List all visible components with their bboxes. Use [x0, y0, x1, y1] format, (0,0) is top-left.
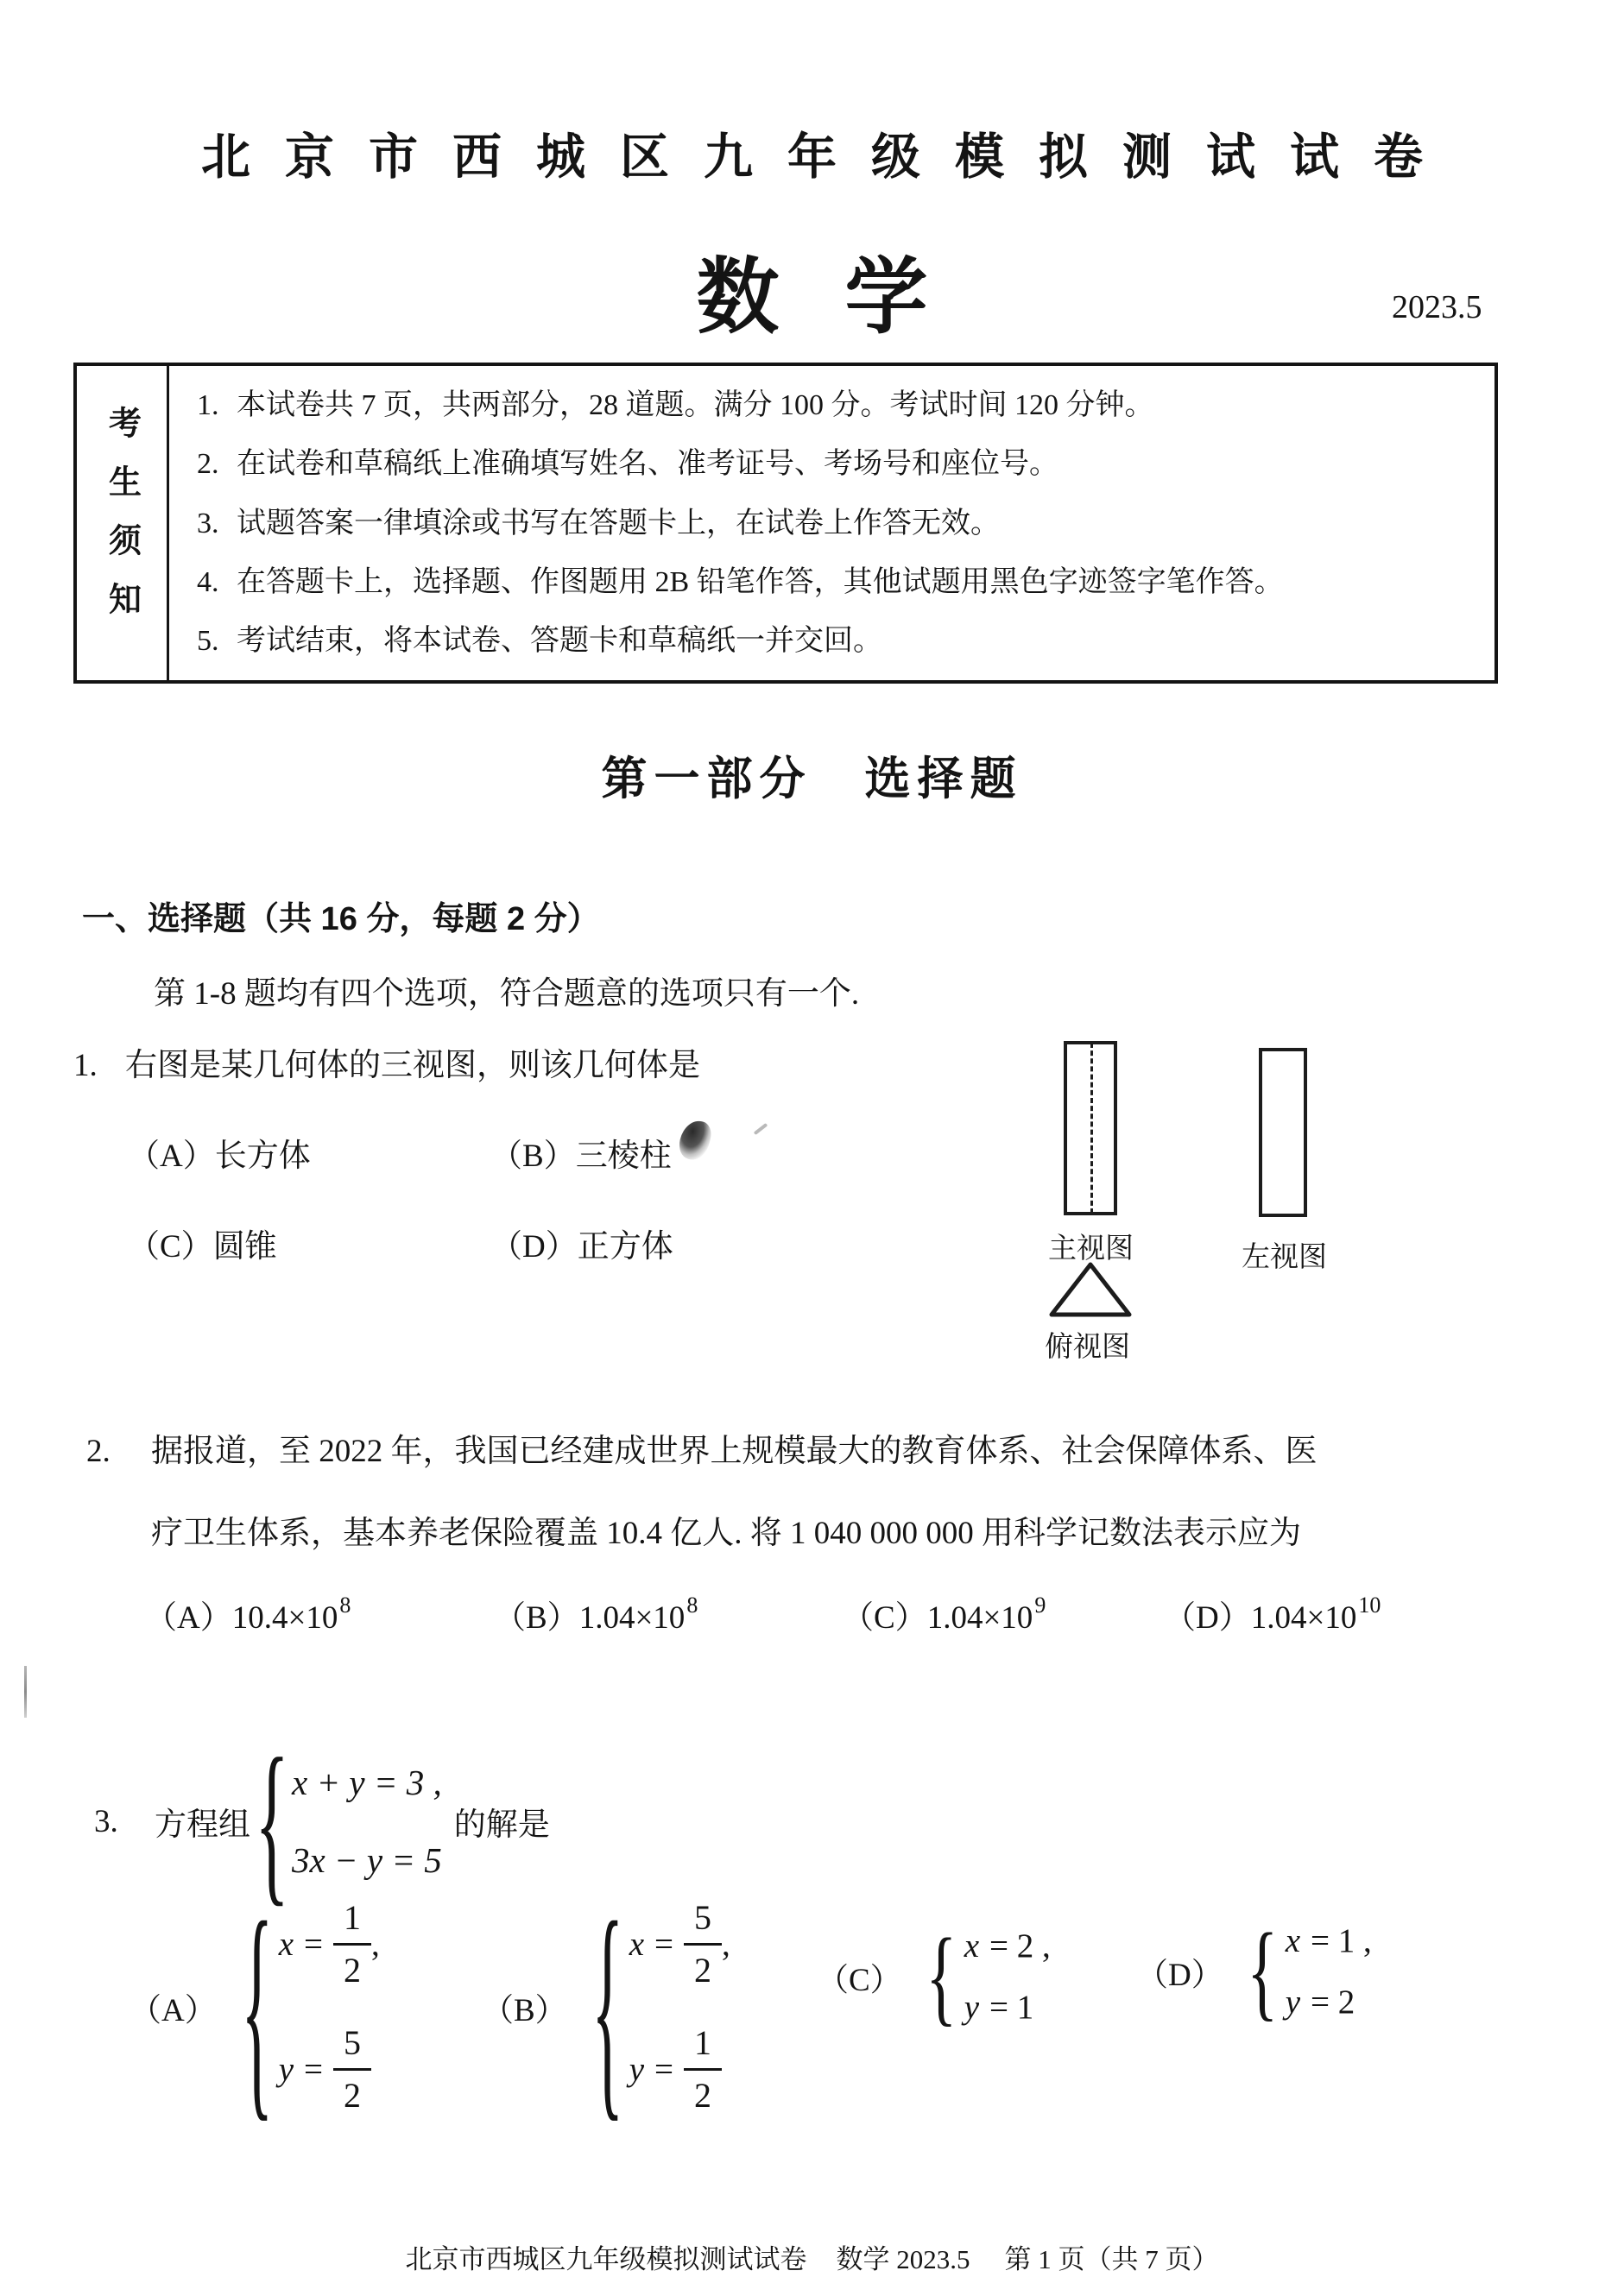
fraction-numerator: 1: [684, 2024, 722, 2071]
q2-option-a-label: （A）: [145, 1600, 232, 1636]
fraction-denominator: 2: [694, 2076, 711, 2115]
notice-item-text: 考试结束，将本试卷、答题卡和草稿纸一并交回。: [237, 625, 882, 658]
q3-option-c-row2: [964, 1988, 1051, 2027]
q1-option-d-text: 正方体: [577, 1229, 673, 1265]
notice-item-number: 2.: [197, 448, 219, 481]
q3-option-a-system: [279, 1899, 380, 2115]
notice-item: [197, 565, 1479, 601]
q1-option-c: [128, 1220, 277, 1266]
q2-option-c: [842, 1591, 1046, 1637]
q2-option-a-exponent: 8: [339, 1593, 351, 1618]
variable: x: [1285, 1921, 1301, 1959]
q1-option-b: [490, 1129, 672, 1176]
q3-option-c-label: （C）: [817, 1962, 902, 1998]
fraction: [684, 1899, 722, 1990]
page-title: 北京市西城区九年级模拟测试试卷: [201, 129, 1457, 185]
q2-option-b: [494, 1591, 698, 1637]
notice-side-column: [77, 366, 169, 680]
front-view-rectangle: [1064, 1041, 1117, 1215]
q2-number: 2.: [86, 1434, 111, 1469]
q2-option-b-label: （B）: [494, 1600, 579, 1636]
fraction-denominator: 2: [344, 1951, 362, 1990]
notice-item-text: 试题答案一律填涂或书写在答题卡上，在试卷上作答无效。: [237, 507, 1000, 539]
variable: x: [629, 1926, 644, 1963]
fraction-denominator: 2: [344, 2076, 362, 2115]
notice-item: [197, 388, 1479, 424]
system-brace: {: [255, 1721, 289, 1921]
section-note: 第 1-8 题均有四个选项，符合题意的选项只有一个.: [154, 976, 860, 1012]
q3-option-d-system: [1286, 1921, 1372, 2022]
comma: ,: [371, 1926, 380, 1963]
q1-option-c-label: （C）: [128, 1229, 213, 1265]
front-view-dashed-edge: [1090, 1043, 1093, 1214]
equals: =: [304, 2051, 324, 2088]
q2-option-c-exponent: 9: [1034, 1593, 1046, 1618]
notice-item-number: 5.: [197, 625, 219, 658]
equals: =: [654, 2051, 673, 2088]
q3-number: 3.: [94, 1803, 118, 1839]
q1-option-d: [490, 1220, 673, 1266]
q3-equation-2: 3x − y = 5: [292, 1840, 442, 1880]
fraction-denominator: 2: [694, 1951, 711, 1990]
subject-title: 数学: [696, 251, 994, 344]
q3-option-d-label: （D）: [1136, 1957, 1223, 1993]
q2-option-a-value: 10.4×10: [231, 1600, 338, 1636]
value: = 2: [1311, 1983, 1355, 2021]
q2-option-b-value: 1.04×10: [578, 1600, 686, 1636]
q1-number: 1.: [73, 1048, 98, 1083]
candidate-notice-box: [73, 363, 1498, 684]
q2-option-d-value: 1.04×10: [1250, 1600, 1357, 1636]
q2-option-d: [1164, 1591, 1381, 1637]
notice-side-label: 考生须知: [103, 406, 140, 640]
equals: =: [304, 1926, 324, 1963]
variable: x: [964, 1927, 979, 1965]
q3-option-c: [817, 1915, 1051, 2036]
q3-option-a-label: （A）: [130, 1993, 217, 2028]
top-view-triangle: [1046, 1260, 1134, 1319]
side-view-label: 左视图: [1242, 1242, 1327, 1273]
q3-option-c-system: [964, 1927, 1051, 2027]
fraction-numerator: 5: [684, 1899, 722, 1946]
ink-smudge-artifact: [676, 1118, 714, 1164]
q3-option-d-row2: [1286, 1983, 1372, 2022]
q3-option-b-label: （B）: [482, 1993, 567, 2028]
notice-item-text: 在答题卡上，选择题、作图题用 2B 铅笔作答，其他试题用黑色字迹签字笔作答。: [237, 565, 1284, 598]
notice-item-number: 3.: [197, 507, 219, 539]
notice-item-list: [169, 366, 1494, 680]
scan-scratch-artifact: [24, 1666, 27, 1718]
q1-option-a-text: 长方体: [214, 1139, 311, 1174]
q2-option-c-value: 1.04×10: [926, 1600, 1033, 1636]
variable: y: [629, 2051, 644, 2088]
top-view-label: 俯视图: [1045, 1332, 1130, 1363]
q1-option-a-label: （A）: [128, 1139, 215, 1174]
notice-item-text: 在试卷和草稿纸上准确填写姓名、准考证号、考场号和座位号。: [237, 448, 1058, 481]
variable: x: [278, 1926, 294, 1963]
notice-item: [197, 447, 1479, 483]
q3-option-c-row1: [964, 1927, 1051, 1965]
q1-option-c-text: 圆锥: [212, 1229, 277, 1265]
ink-tick-artifact: [754, 1123, 768, 1135]
q3-option-a-row2: [279, 2024, 380, 2115]
fraction: [333, 1899, 371, 1990]
q3-option-b-row2: [629, 2024, 730, 2115]
notice-item-number: 4.: [197, 565, 219, 598]
q3-option-c-brace: {: [925, 1915, 957, 2036]
q1-option-b-text: 三棱柱: [575, 1139, 672, 1174]
q1-stem: [73, 1038, 700, 1085]
q2-stem-line2: [151, 1506, 1301, 1553]
comma: ,: [722, 1926, 730, 1963]
q3-option-b: [482, 1868, 730, 2146]
notice-item: [197, 507, 1479, 542]
q1-option-d-label: （D）: [490, 1229, 578, 1265]
variable: y: [1285, 1983, 1301, 2021]
q3-option-b-row1: [629, 1899, 730, 1990]
q3-suffix: 的解是: [453, 1807, 550, 1843]
q2-text-line2: 疗卫生体系，基本养老保险覆盖 10.4 亿人. 将 1 040 000 000 用科学记数法表示应为: [151, 1516, 1301, 1551]
part1-heading: 第一部分 选择题: [601, 754, 1023, 804]
value: = 1 ,: [1311, 1921, 1372, 1959]
notice-item-number: 1.: [197, 389, 219, 421]
q3-prefix: 方程组: [155, 1807, 250, 1843]
q3-option-a: [130, 1868, 380, 2146]
q3-option-d: [1136, 1910, 1372, 2031]
footer-subject-date: 数学 2023.5: [836, 2244, 970, 2274]
q2-text-line1: 据报道，至 2022 年，我国已经建成世界上规模最大的教育体系、社会保障体系、医: [151, 1434, 1318, 1469]
q3-option-a-brace: {: [241, 1872, 274, 2141]
q3-equation-system: [292, 1762, 442, 1881]
q2-option-d-label: （D）: [1164, 1600, 1251, 1636]
page-footer: [0, 2237, 1624, 2276]
q3-option-d-brace: {: [1246, 1910, 1278, 2031]
section-title: 一、选择题（共 16 分，每题 2 分）: [82, 901, 600, 937]
fraction: [333, 2024, 371, 2115]
q1-option-a: [128, 1129, 311, 1176]
q3-option-d-row1: [1286, 1921, 1372, 1960]
q1-text: 右图是某几何体的三视图，则该几何体是: [125, 1048, 700, 1083]
q2-option-a: [145, 1591, 351, 1637]
value: = 1: [989, 1988, 1034, 2026]
equals: =: [654, 1926, 673, 1963]
q2-option-d-exponent: 10: [1358, 1593, 1381, 1618]
q3-option-b-brace: {: [591, 1872, 623, 2141]
variable: y: [964, 1988, 979, 2026]
q2-stem-line1: [86, 1424, 1318, 1471]
fraction: [684, 2024, 722, 2115]
q3-option-b-system: [629, 1899, 730, 2115]
notice-item-text: 本试卷共 7 页，共两部分，28 道题。满分 100 分。考试时间 120 分钟。: [237, 389, 1154, 421]
exam-date: 2023.5: [1392, 289, 1482, 325]
footer-paper-title: 北京市西城区九年级模拟测试试卷: [405, 2244, 807, 2274]
q3-equation-1: x + y = 3 ,: [292, 1763, 442, 1802]
fraction-numerator: 5: [333, 2024, 371, 2071]
footer-page-number: 第 1 页（共 7 页）: [1004, 2244, 1219, 2274]
variable: y: [278, 2051, 294, 2088]
front-view-label: 主视图: [1048, 1233, 1134, 1265]
q2-option-c-label: （C）: [842, 1600, 927, 1636]
q2-option-b-exponent: 8: [686, 1593, 698, 1618]
q3-option-a-row1: [279, 1899, 380, 1990]
q1-option-b-label: （B）: [490, 1139, 576, 1174]
notice-item: [197, 624, 1479, 659]
value: = 2 ,: [989, 1927, 1051, 1965]
side-view-rectangle: [1259, 1048, 1307, 1217]
fraction-numerator: 1: [333, 1899, 371, 1946]
